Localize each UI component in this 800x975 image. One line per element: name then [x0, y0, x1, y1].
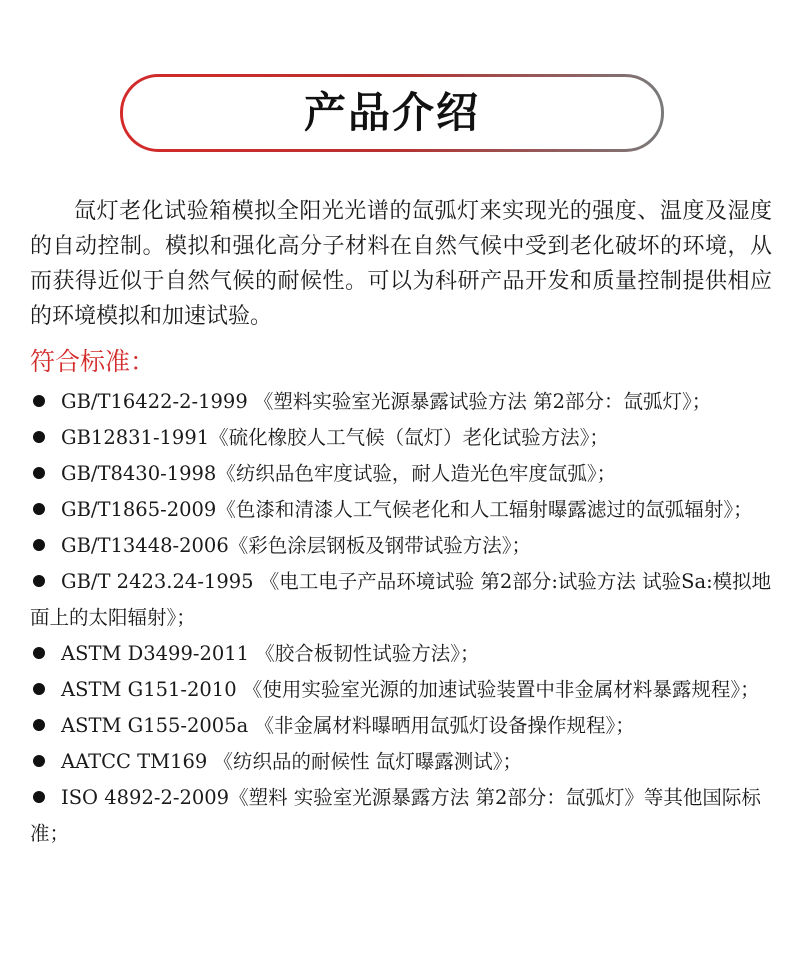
standard-text: ISO 4892-2-2009《塑料 实验室光源暴露方法 第2部分：氙弧灯》等其他国际标准； — [30, 786, 761, 845]
list-item — [30, 492, 775, 528]
list-item — [30, 456, 775, 492]
list-item — [30, 708, 775, 744]
standard-text: ASTM D3499-2011 《胶合板韧性试验方法》； — [61, 642, 480, 665]
bullet-icon — [33, 575, 45, 587]
list-item — [30, 744, 775, 780]
standard-text: GB12831-1991《硫化橡胶人工气候（氙灯）老化试验方法》； — [61, 426, 609, 449]
list-item — [30, 780, 775, 852]
standard-text: GB/T13448-2006《彩色涂层钢板及钢带试验方法》； — [61, 534, 531, 557]
list-item — [30, 528, 775, 564]
standard-text: GB/T 2423.24-1995 《电工电子产品环境试验 第2部分:试验方法 试验Sa:模拟地面上的太阳辐射》； — [30, 570, 772, 629]
standard-text: ASTM G151-2010 《使用实验室光源的加速试验装置中非金属材料暴露规程》； — [61, 678, 760, 701]
bullet-icon — [33, 647, 45, 659]
bullet-icon — [33, 431, 45, 443]
bullet-icon — [33, 719, 45, 731]
standards-list — [30, 384, 775, 852]
bullet-icon — [33, 539, 45, 551]
list-item — [30, 636, 775, 672]
standard-text: ASTM G155-2005a 《非金属材料曝晒用氙弧灯设备操作规程》； — [61, 714, 635, 737]
standard-text: GB/T8430-1998《纺织品色牢度试验，耐人造光色牢度氙弧》； — [61, 462, 617, 485]
list-item — [30, 564, 775, 636]
bullet-icon — [33, 683, 45, 695]
bullet-icon — [33, 755, 45, 767]
standards-heading: 符合标准： — [30, 347, 156, 376]
list-item — [30, 420, 775, 456]
standard-text: AATCC TM169 《纺织品的耐候性 氙灯曝露测试》； — [61, 750, 522, 773]
list-item — [30, 384, 775, 420]
page-title: 产品介绍 — [303, 88, 480, 137]
list-item — [30, 672, 775, 708]
standard-text: GB/T1865-2009《色漆和清漆人工气候老化和人工辐射曝露滤过的氙弧辐射》； — [61, 498, 753, 521]
bullet-icon — [33, 791, 45, 803]
standard-text: GB/T16422-2-1999 《塑料实验室光源暴露试验方法 第2部分：氙弧灯》； — [61, 390, 712, 413]
title-banner — [120, 74, 664, 152]
intro-paragraph: 氙灯老化试验箱模拟全阳光光谱的氙弧灯来实现光的强度、温度及湿度的自动控制。模拟和强化高分子材料在自然气候中受到老化破坏的环境，从而获得近似于自然气候的耐候性。可以为科研产品开发和质量控制提供相应的环境模拟和加速试验。 — [30, 199, 772, 329]
bullet-icon — [33, 503, 45, 515]
bullet-icon — [33, 467, 45, 479]
bullet-icon — [33, 395, 45, 407]
